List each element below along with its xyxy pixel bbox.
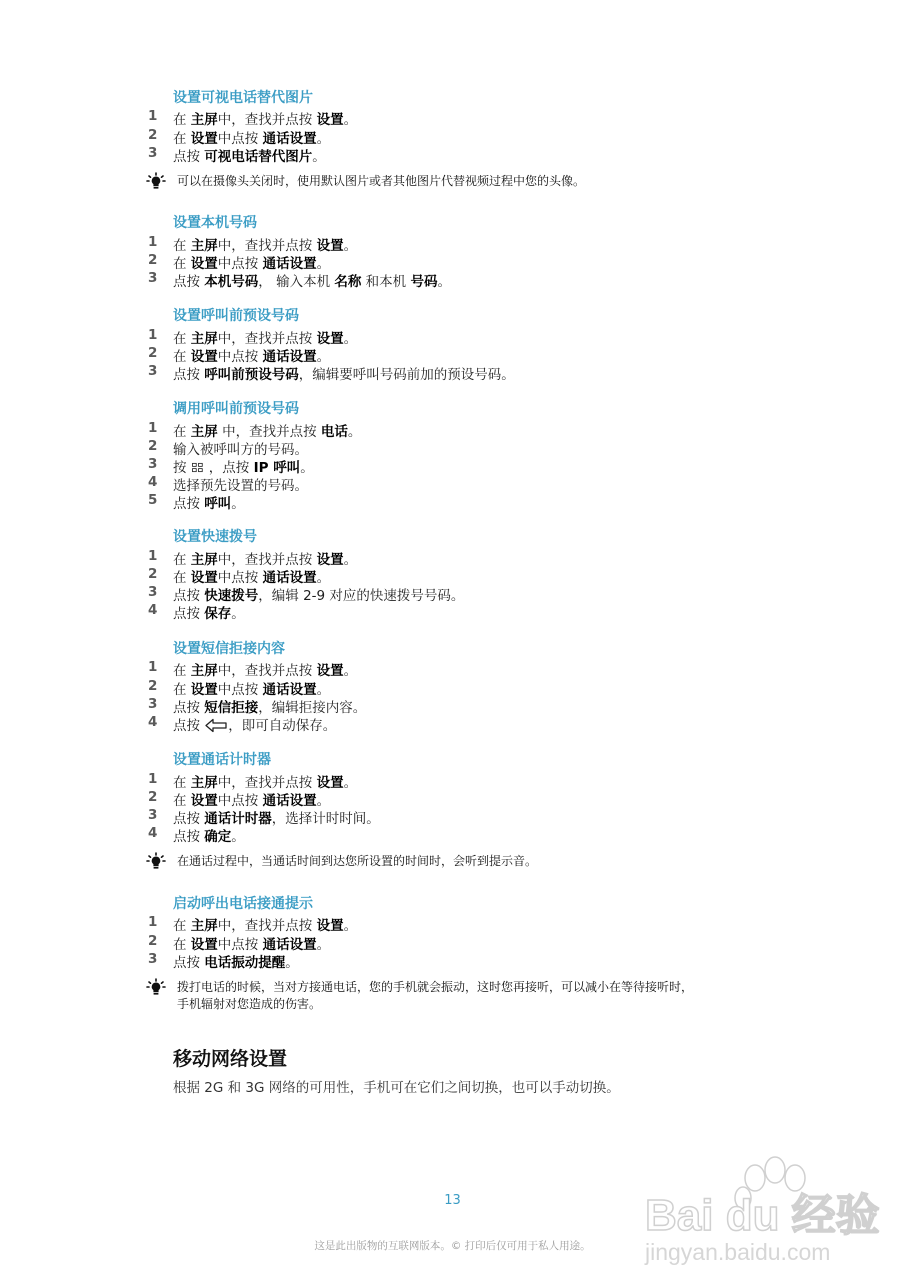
footer-note: 这是此出版物的互联网版本。© 打印后仅可用于私人用途。 [314,1240,591,1252]
ui-term: 主屏 [190,918,218,934]
step-text: 在 主屏中，查找并点按 设置。 [173,238,358,254]
ui-term: 保存 [204,606,232,622]
ui-term: 电话振动提醒 [204,955,286,971]
ui-term: IP 呼叫 [253,460,301,476]
section-title: 设置快速拨号 [173,529,257,545]
step-number: 3 [148,807,158,823]
lightbulb-icon [146,852,166,870]
step-number: 3 [148,584,158,600]
ui-term: 主屏 [190,552,218,568]
ui-term: 设置 [316,331,344,347]
step-text: 在 设置中点按 通话设置。 [173,256,331,272]
step-text: 点按 快速拨号，编辑 2-9 对应的快速拨号号码。 [173,588,465,604]
step-number: 3 [148,270,158,286]
step-text: 点按 通话计时器，选择计时时间。 [173,811,380,827]
step-text: 点按 电话振动提醒。 [173,955,299,971]
ui-term: 通话设置 [262,349,317,365]
ui-term: 通话计时器 [204,811,272,827]
tip-text: 可以在摄像头关闭时，使用默认图片或者其他图片代替视频过程中您的头像。 [177,174,586,188]
step-text: 在 主屏中，查找并点按 设置。 [173,331,358,347]
tip-text: 在通话过程中，当通话时间到达您所设置的时间时，会听到提示音。 [177,854,538,868]
section-paragraph: 根据 2G 和 3G 网络的可用性，手机可在它们之间切换，也可以手动切换。 [173,1080,620,1096]
section-title: 设置本机号码 [173,215,257,231]
step-number: 2 [148,252,158,268]
ui-term: 通话设置 [262,570,317,586]
ui-term: 可视电话替代图片 [204,149,313,165]
step-number: 1 [148,108,158,124]
ui-term: 号码 [410,274,438,290]
watermark-line1: Bai du 经验 [645,1191,880,1240]
section-title: 设置呼叫前预设号码 [173,308,299,324]
step-text: 点按 呼叫。 [173,496,245,512]
back-arrow-icon [204,718,228,734]
step-number: 3 [148,363,158,379]
step-number: 1 [148,548,158,564]
step-number: 2 [148,438,158,454]
watermark-line2: jingyan.baidu.com [645,1239,831,1265]
step-text: 在 设置中点按 通话设置。 [173,131,331,147]
step-number: 1 [148,771,158,787]
ui-term: 电话 [320,424,348,440]
ui-term: 设置 [190,349,218,365]
section-title: 设置可视电话替代图片 [173,90,313,106]
step-number: 1 [148,327,158,343]
section-title: 启动呼出电话接通提示 [173,896,313,912]
ui-term: 通话设置 [262,793,317,809]
ui-term: 设置 [190,937,218,953]
step-number: 2 [148,933,158,949]
step-text: 点按 ，即可自动保存。 [173,718,337,734]
step-text: 点按 确定。 [173,829,245,845]
step-number: 4 [148,474,158,490]
step-text: 按 ，点按 IP 呼叫。 [173,460,314,476]
section-title: 设置短信拒接内容 [173,641,285,657]
ui-term: 设置 [316,918,344,934]
step-text: 在 设置中点按 通话设置。 [173,682,331,698]
step-text: 在 主屏中，查找并点按 设置。 [173,918,358,934]
ui-term: 名称 [334,274,362,290]
section-title: 调用呼叫前预设号码 [173,401,299,417]
step-number: 2 [148,345,158,361]
ui-term: 呼叫 [204,496,232,512]
ui-term: 设置 [316,552,344,568]
ui-term: 呼叫前预设号码 [204,367,299,383]
step-text: 点按 本机号码， 输入本机 名称 和本机 号码。 [173,274,451,290]
step-number: 1 [148,914,158,930]
section-heading: 移动网络设置 [173,1048,288,1070]
ui-term: 通话设置 [262,682,317,698]
step-text: 在 主屏中，查找并点按 设置。 [173,112,358,128]
step-text: 点按 可视电话替代图片。 [173,149,326,165]
step-number: 4 [148,714,158,730]
ui-term: 设置 [316,112,344,128]
step-text: 在 设置中点按 通话设置。 [173,793,331,809]
ui-term: 设置 [316,775,344,791]
step-number: 4 [148,825,158,841]
step-number: 3 [148,696,158,712]
step-text: 点按 短信拒接，编辑拒接内容。 [173,700,367,716]
lightbulb-icon [146,978,166,996]
section-title: 设置通话计时器 [173,752,271,768]
step-text: 在 主屏 中，查找并点按 电话。 [173,424,362,440]
ui-term: 本机号码 [204,274,259,290]
step-text: 在 主屏中，查找并点按 设置。 [173,775,358,791]
ui-term: 设置 [190,256,218,272]
step-number: 5 [148,492,158,508]
ui-term: 通话设置 [262,937,317,953]
ui-term: 主屏 [190,238,218,254]
step-text: 点按 呼叫前预设号码，编辑要呼叫号码前加的预设号码。 [173,367,515,383]
ui-term: 通话设置 [262,256,317,272]
step-text: 在 设置中点按 通话设置。 [173,570,331,586]
ui-term: 设置 [190,793,218,809]
page-number: 13 [444,1193,461,1208]
ui-term: 设置 [190,131,218,147]
ui-term: 设置 [190,570,218,586]
step-text: 在 设置中点按 通话设置。 [173,937,331,953]
ui-term: 主屏 [190,775,218,791]
step-number: 3 [148,456,158,472]
ui-term: 主屏 [190,663,218,679]
step-number: 3 [148,951,158,967]
ui-term: 快速拨号 [204,588,259,604]
step-number: 1 [148,234,158,250]
ui-term: 通话设置 [262,131,317,147]
step-number: 3 [148,145,158,161]
step-text: 在 主屏中，查找并点按 设置。 [173,552,358,568]
step-number: 2 [148,678,158,694]
ui-term: 确定 [204,829,232,845]
step-text: 选择预先设置的号码。 [173,478,308,494]
step-text: 输入被呼叫方的号码。 [173,442,308,458]
step-text: 在 设置中点按 通话设置。 [173,349,331,365]
ui-term: 设置 [316,238,344,254]
step-text: 点按 保存。 [173,606,245,622]
step-text: 在 主屏中，查找并点按 设置。 [173,663,358,679]
step-number: 2 [148,566,158,582]
lightbulb-icon [146,172,166,190]
tip-text: 拨打电话的时候，当对方接通电话，您的手机就会振动，这时您再接听，可以减小在等待接听时， 手机辐射对您造成的伤害。 [177,980,694,1011]
ui-term: 主屏 [190,331,218,347]
step-number: 1 [148,659,158,675]
step-number: 2 [148,127,158,143]
baidu-jingyan-watermark-logo [643,1140,893,1270]
step-number: 1 [148,420,158,436]
ui-term: 主屏 [190,112,218,128]
ui-term: 短信拒接 [204,700,259,716]
ui-term: 设置 [190,682,218,698]
ui-term: 主屏 [190,424,218,440]
step-number: 2 [148,789,158,805]
ui-term: 设置 [316,663,344,679]
step-number: 4 [148,602,158,618]
